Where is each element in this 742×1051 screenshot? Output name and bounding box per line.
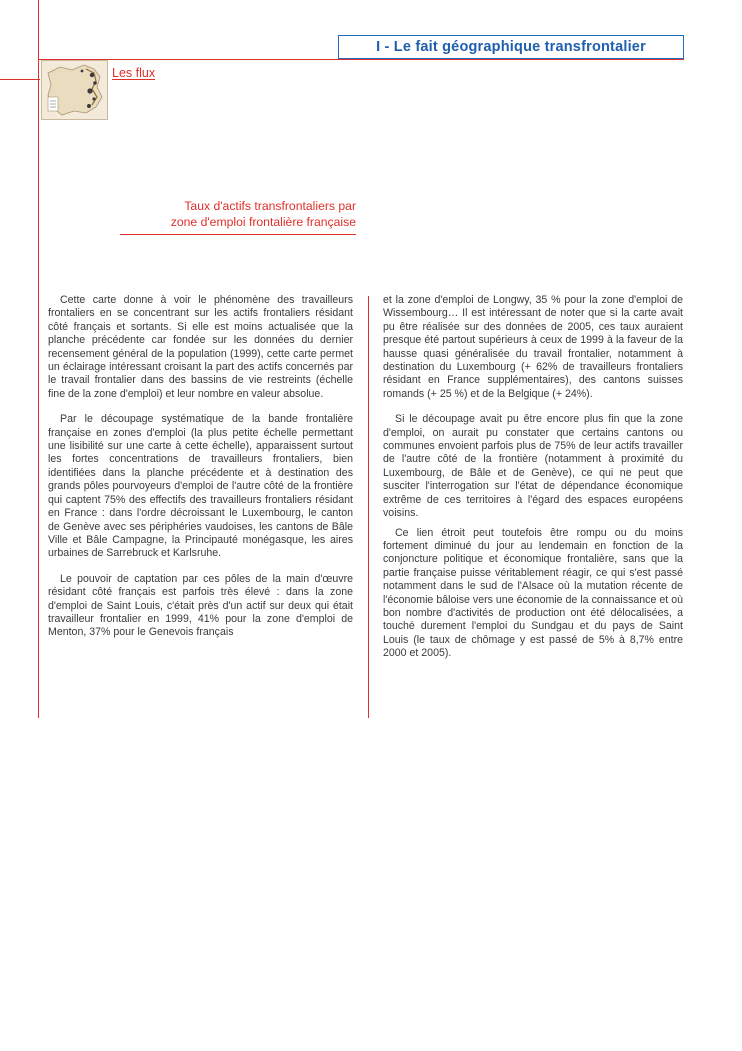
- map-title-line-2: zone d'emploi frontalière française: [170, 215, 356, 229]
- paragraph: et la zone d'emploi de Longwy, 35 % pour la zone d'emploi de Wissembourg… Il est intéressant de noter que si la carte avait pu être réalisée sur des données de 2005, ces taux auraient presque été partout supérieurs à ceux de 1999 à la faveur de la hausse quasi généralisée du travail frontalier, notamment à destination du Luxembourg (+ 62% de travailleurs frontaliers résidant en France supplémentaires), des cantons suisses romands (+ 25 %) et de la Belgique (+ 24%).: [383, 294, 683, 400]
- body-column-right: [383, 294, 683, 673]
- chapter-title: I - Le fait géographique transfrontalier: [376, 39, 646, 55]
- map-thumbnail-graphic: [42, 61, 107, 119]
- paragraph: Le pouvoir de captation par ces pôles de la main d'œuvre résidant côté français est parfois très élevé : dans la zone d'emploi de Saint Louis, c'était près d'un actif sur deux qui était travailleur frontalier en 1999, 41% pour la zone d'emploi de Menton, 37% pour le Genevois français: [48, 572, 353, 639]
- paragraph: Par le découpage systématique de la bande frontalière française en zones d'emploi (la plus petite échelle permettant une lisibilité sur une carte à cette échelle), apparaissent surtout les fortes concentrations de travailleurs frontaliers, bien identifiées dans la planche précédente et à destination des grands pôles pourvoyeurs d'emploi de l'autre côté de la frontière qui captent 75% des effectifs des travailleurs frontaliers résidant en France : dans l'ordre décroissant le Luxembourg, le canton de Genève avec ses périphéries vaudoises, les cantons de Bâle Ville et Bâle Campagne, la Principauté monégasque, les aires urbaines de Sarrebruck et Karlsruhe.: [48, 413, 353, 560]
- margin-rule-vertical: [38, 0, 39, 718]
- map-title-line-1: Taux d'actifs transfrontaliers par: [184, 199, 356, 213]
- margin-rule-horizontal: [0, 79, 40, 80]
- header-rule: [38, 59, 684, 60]
- paragraph: Cette carte donne à voir le phénomène des travailleurs frontaliers en se concentrant sur les actifs frontaliers résidant côté français et sortants. Si elle est moins actualisée que la planche précédente car fondée sur les données du dernier recensement général de la population (1999), cette carte permet un éclairage intéressant croisant la part des actifs concernés par le travail frontalier dans des bassins de vie restreints (échelle fine de la zone d'emploi) et leur nombre en valeur absolue.: [48, 294, 353, 400]
- section-label: Les flux: [112, 66, 156, 80]
- paragraph: Si le découpage avait pu être encore plus fin que la zone d'emploi, on aurait pu constater que certains cantons ou communes envoient parfois plus de 75% de leur actifs travailler de l'autre côté de la frontière (notamment à proximité du Luxembourg, de Bâle et de Genève), ce qui ne peut que susciter l'interrogation sur l'état de dépendance économique extrême de ces territoires à l'égard des espaces européens voisins.: [383, 413, 683, 520]
- map-title: [120, 198, 356, 230]
- map-title-rule: [120, 234, 356, 235]
- map-thumbnail-icon: [41, 60, 108, 120]
- column-divider: [368, 296, 369, 718]
- body-column-left: [48, 294, 353, 652]
- paragraph: Ce lien étroit peut toutefois être rompu ou du moins fortement diminué du jour au lendemain en fonction de la conjoncture politique et économique frontalière, sans que la partie française puisse véritablement réagir, ce qui s'est passé notamment dans le sud de l'Alsace où la mutation récente de l'économie bâloise vers une économie de la connaissance et où bon nombre d'activités de production ont été délocalisées, a touché durement l'emploi du Sundgau et du pays de Saint Louis (le taux de chômage y est passé de 5% à 8,7% entre 2000 et 2005).: [383, 526, 683, 660]
- chapter-header: [338, 35, 684, 59]
